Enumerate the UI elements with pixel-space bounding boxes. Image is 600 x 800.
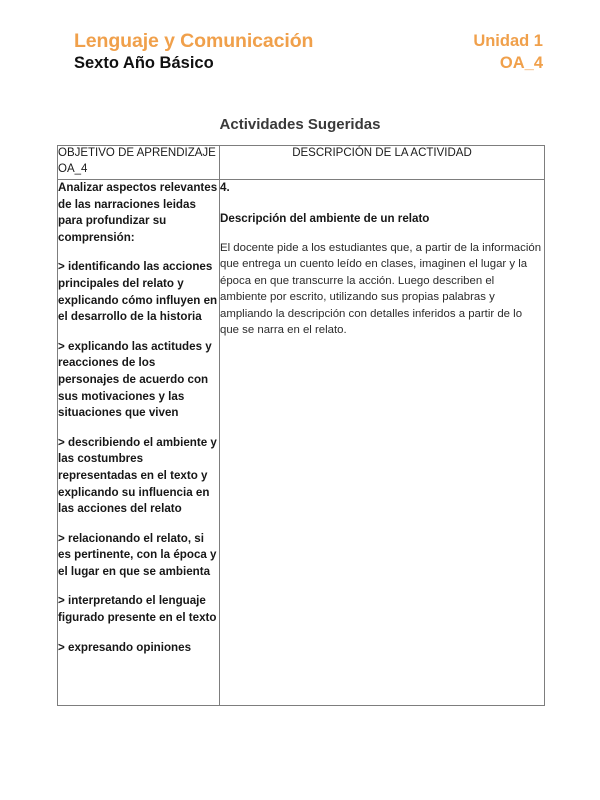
objective-cell	[58, 180, 220, 706]
description-cell	[220, 180, 545, 706]
activity-table	[57, 145, 545, 706]
objective-item: > explicando las actitudes y reacciones de los personajes de acuerdo con sus motivaciones y las situaciones que viven	[58, 339, 212, 420]
objective-item: > describiendo el ambiente y las costumbres representadas en el texto y explicando su influencia en las acciones del relato	[58, 435, 217, 516]
activity-number: 4.	[220, 181, 230, 194]
column-header-description: DESCRIPCIÓN DE LA ACTIVIDAD	[220, 146, 545, 180]
table-head	[58, 146, 545, 180]
activity-heading: Descripción del ambiente de un relato	[220, 212, 430, 225]
objective-intro: Analizar aspectos relevantes de las narraciones leidas para profundizar su comprensión:	[58, 181, 218, 244]
objective-item: > expresando opiniones	[58, 640, 192, 654]
subject-title: Lenguaje y Comunicación	[74, 30, 314, 52]
document-masthead	[57, 30, 543, 86]
objective-item: > identificando las acciones principales del relato y explicando cómo influyen en el desarrollo de la historia	[58, 260, 218, 324]
objective-item: > interpretando el lenguaje figurado presente en el texto	[58, 594, 217, 625]
table-row	[58, 180, 545, 706]
oa-code-label: OA_4	[499, 54, 543, 72]
section-title: Actividades Sugeridas	[219, 116, 381, 133]
masthead-left-block	[74, 30, 313, 74]
table-body	[58, 180, 545, 706]
activity-body-text: El docente pide a los estudiantes que, a partir de la información que entrega un cuento leído en clases, imaginen el lugar y la época en que transcurre la acción. Luego describen el ambiente por escrito, utilizando sus propias palabras y ampliando la descripción con detalles inferidos a partir de lo que se narra en el relato.	[220, 242, 542, 337]
column-header-objective: OBJETIVO DE APRENDIZAJE OA_4	[58, 146, 220, 180]
objective-item: > relacionando el relato, si es pertinente, con la época y el lugar en que se ambienta	[58, 531, 217, 578]
grade-title: Sexto Año Básico	[74, 54, 214, 72]
table-header-row	[58, 146, 545, 180]
unit-label: Unidad 1	[473, 32, 543, 50]
masthead-right-block	[473, 30, 543, 74]
